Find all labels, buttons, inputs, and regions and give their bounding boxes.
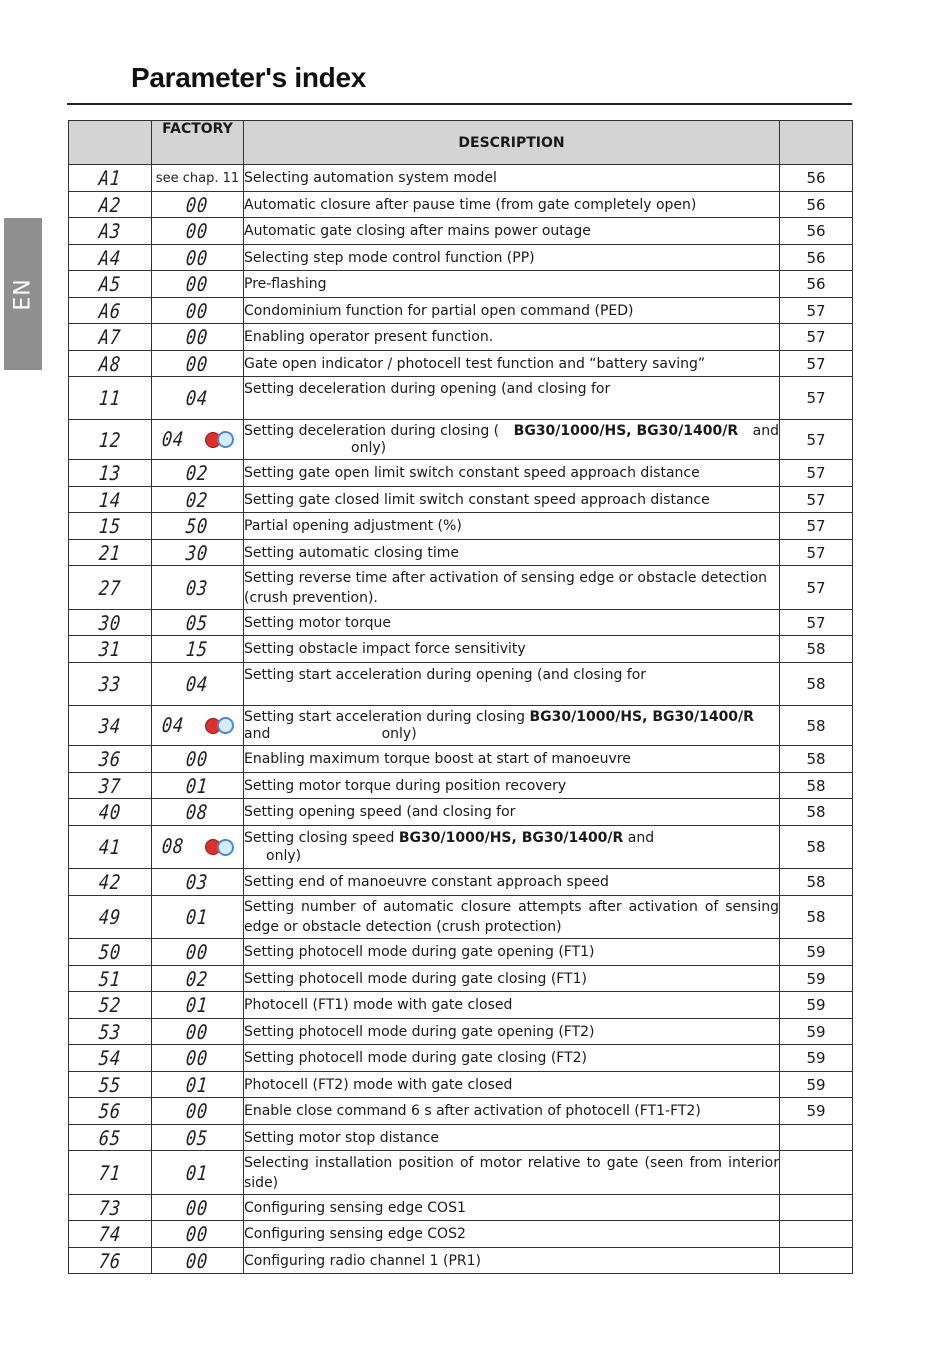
param-code: 33 (97, 672, 123, 696)
param-code: 41 (97, 835, 123, 859)
param-code: 50 (97, 940, 123, 964)
table-row (69, 939, 853, 966)
table-row (69, 663, 853, 706)
page-number: 57 (780, 513, 853, 540)
table-row (69, 1221, 853, 1248)
param-code: 49 (97, 905, 123, 929)
description: Setting gate closed limit switch constant speed approach distance (244, 487, 780, 513)
param-code: 30 (97, 610, 123, 635)
page-number: 58 (780, 706, 853, 746)
table-row (69, 966, 853, 992)
table-row (69, 1019, 853, 1045)
factory-value: 00 (185, 1222, 210, 1246)
page-number: 57 (780, 420, 853, 460)
factory-value: 00 (185, 747, 210, 771)
page-number: 59 (780, 1098, 853, 1125)
param-code: 55 (97, 1072, 123, 1097)
description-part: Setting start acceleration during closing (244, 708, 530, 725)
factory-value: 01 (185, 1160, 210, 1185)
description: Configuring sensing edge COS1 (244, 1195, 780, 1221)
description: Setting start acceleration during opening (and closing for (244, 663, 780, 706)
description: Automatic closure after pause time (from gate completely open) (244, 192, 780, 218)
factory-value: 01 (185, 905, 210, 929)
table-row (69, 487, 853, 513)
factory-value: 04 (160, 712, 186, 737)
param-code: A7 (97, 325, 123, 349)
factory-value: 04 (185, 386, 210, 410)
table-row (69, 869, 853, 896)
factory-value: 00 (185, 298, 210, 323)
page-number: 57 (780, 610, 853, 636)
table-row (69, 298, 853, 324)
page-number: 57 (780, 487, 853, 513)
param-code: 76 (97, 1248, 123, 1273)
page-number: 57 (780, 460, 853, 487)
description: Pre-flashing (244, 271, 780, 298)
description: Setting reverse time after activation of sensing edge or obstacle detection (crush prevention). (244, 566, 780, 610)
description: Partial opening adjustment (%) (244, 513, 780, 540)
table-header-row (69, 121, 853, 165)
table-row (69, 992, 853, 1019)
table-row (69, 1072, 853, 1098)
table-row (69, 540, 853, 566)
table-row (69, 218, 853, 245)
description: Setting motor torque during position recovery (244, 773, 780, 799)
param-code: A2 (97, 192, 123, 217)
factory-value: 03 (185, 870, 210, 894)
description: Configuring sensing edge COS2 (244, 1221, 780, 1248)
table-row (69, 746, 853, 773)
param-code: 14 (97, 487, 123, 512)
description: Enable close command 6 s after activation of photocell (FT1-FT2) (244, 1098, 780, 1125)
page-number: 59 (780, 1019, 853, 1045)
description-part: Setting deceleration during closing ( (244, 422, 500, 439)
page-number: 56 (780, 218, 853, 245)
factory-value: 00 (185, 1195, 210, 1220)
page-number: 57 (780, 324, 853, 351)
description: Gate open indicator / photocell test function and “battery saving” (244, 351, 780, 377)
factory-value: 01 (185, 993, 210, 1017)
table-row (69, 1045, 853, 1072)
page-number: 56 (780, 192, 853, 218)
param-code: 52 (97, 993, 123, 1017)
param-code: 11 (97, 386, 123, 410)
description: Setting photocell mode during gate closing (FT1) (244, 966, 780, 992)
table-row (69, 1151, 853, 1195)
table-row (69, 799, 853, 826)
table-row (69, 460, 853, 487)
factory-value: 03 (185, 575, 210, 600)
table-row (69, 324, 853, 351)
description-part: only) (266, 848, 302, 864)
table-row (69, 773, 853, 799)
table-row (69, 1195, 853, 1221)
model-indicator (205, 426, 234, 450)
param-code: 27 (97, 575, 123, 600)
page-number: 58 (780, 746, 853, 773)
page-number: 59 (780, 966, 853, 992)
blue-model-icon (217, 431, 234, 448)
table-row (69, 1098, 853, 1125)
factory-value: 00 (185, 219, 210, 243)
param-code: 31 (97, 637, 123, 661)
description: Selecting step mode control function (PP) (244, 245, 780, 271)
table-row (69, 245, 853, 271)
table-row (69, 192, 853, 218)
factory-value: 00 (185, 245, 210, 270)
page-number: 56 (780, 245, 853, 271)
table-row (69, 706, 853, 746)
description-part: and (752, 422, 779, 439)
page-number (780, 1195, 853, 1221)
param-code: A5 (97, 272, 123, 296)
page-number: 58 (780, 773, 853, 799)
table-row (69, 351, 853, 377)
description (244, 420, 780, 460)
table-row (69, 420, 853, 460)
page-number: 59 (780, 1072, 853, 1098)
factory-value: 00 (185, 1099, 210, 1123)
factory-value: 05 (185, 1125, 210, 1150)
factory-value: 00 (185, 1019, 210, 1044)
factory-value: 01 (185, 1072, 210, 1097)
param-code: 21 (97, 540, 123, 565)
factory-value: 05 (185, 610, 210, 635)
page-number: 57 (780, 566, 853, 610)
header-param (69, 121, 152, 165)
page-number (780, 1248, 853, 1274)
param-code: 65 (97, 1125, 123, 1150)
factory-value: 00 (185, 351, 210, 376)
description: Setting motor stop distance (244, 1125, 780, 1151)
description: Selecting automation system model (244, 165, 780, 192)
description: Setting automatic closing time (244, 540, 780, 566)
description: Selecting installation position of motor relative to gate (seen from interior side) (244, 1151, 780, 1195)
param-code: 73 (97, 1195, 123, 1220)
page-number: 58 (780, 826, 853, 869)
factory-value: 01 (185, 773, 210, 798)
page-number: 58 (780, 869, 853, 896)
page-number: 57 (780, 377, 853, 420)
param-code: A1 (97, 166, 123, 190)
param-code: 53 (97, 1019, 123, 1044)
param-code: 40 (97, 800, 123, 824)
description: Photocell (FT1) mode with gate closed (244, 992, 780, 1019)
title-divider (67, 103, 852, 105)
model-list: BG30/1000/HS, BG30/1400/R (529, 708, 754, 725)
page-number: 59 (780, 939, 853, 966)
header-description: DESCRIPTION (244, 121, 780, 165)
description: Setting photocell mode during gate opening (FT1) (244, 939, 780, 966)
factory-value: 50 (185, 514, 210, 538)
param-code: A3 (97, 219, 123, 243)
language-tab (4, 218, 42, 370)
param-code: 34 (97, 713, 123, 738)
page-number: 57 (780, 298, 853, 324)
page-number: 57 (780, 351, 853, 377)
factory-value: 00 (185, 272, 210, 296)
param-code: 56 (97, 1099, 123, 1123)
factory-value: 02 (185, 966, 210, 991)
description: Setting obstacle impact force sensitivity (244, 636, 780, 663)
description-part: and only) (244, 725, 417, 742)
table-row (69, 377, 853, 420)
page-number: 58 (780, 896, 853, 939)
factory-value: 00 (185, 940, 210, 964)
factory-value: 02 (185, 461, 210, 485)
description: Automatic gate closing after mains power outage (244, 218, 780, 245)
parameter-table (68, 120, 853, 1274)
page-number: 58 (780, 663, 853, 706)
param-code: 13 (97, 461, 123, 485)
description: Setting opening speed (and closing for (244, 799, 780, 826)
model-indicator (205, 834, 234, 858)
description-part: only) (351, 439, 387, 456)
param-code: 74 (97, 1222, 123, 1246)
table-row (69, 271, 853, 298)
page-number: 56 (780, 271, 853, 298)
factory-value: see chap. 11 (152, 165, 244, 192)
page-number: 59 (780, 992, 853, 1019)
factory-value: 00 (185, 1248, 210, 1273)
blue-model-icon (217, 717, 234, 734)
param-code: 42 (97, 870, 123, 894)
param-code: 51 (97, 966, 123, 991)
param-code: 37 (97, 773, 123, 798)
description: Setting end of manoeuvre constant approach speed (244, 869, 780, 896)
description (244, 826, 780, 869)
description: Configuring radio channel 1 (PR1) (244, 1248, 780, 1274)
param-code: A4 (97, 245, 123, 270)
blue-model-icon (217, 839, 234, 856)
factory-value: 00 (185, 1046, 210, 1070)
param-code: 12 (97, 427, 123, 452)
param-code: A6 (97, 298, 123, 323)
factory-value: 02 (185, 487, 210, 512)
description: Setting number of automatic closure attempts after activation of sensing edge or obstacle detection (crush protection) (244, 896, 780, 939)
description: Photocell (FT2) mode with gate closed (244, 1072, 780, 1098)
description: Enabling maximum torque boost at start of manoeuvre (244, 746, 780, 773)
page-number: 56 (780, 165, 853, 192)
page-title: Parameter's index (131, 62, 367, 93)
description: Setting photocell mode during gate opening (FT2) (244, 1019, 780, 1045)
factory-value: 04 (185, 672, 210, 696)
param-code: 15 (97, 514, 123, 538)
header-factory: FACTORY (152, 121, 244, 165)
header-page (780, 121, 853, 165)
description: Setting photocell mode during gate closing (FT2) (244, 1045, 780, 1072)
table-row (69, 513, 853, 540)
page-number: 58 (780, 636, 853, 663)
page-number (780, 1125, 853, 1151)
param-code: 54 (97, 1046, 123, 1070)
model-list: BG30/1000/HS, BG30/1400/R (513, 422, 739, 439)
factory-value: 04 (160, 426, 186, 451)
page-number: 59 (780, 1045, 853, 1072)
param-code: A8 (97, 351, 123, 376)
model-indicator (205, 712, 234, 736)
param-code: 36 (97, 747, 123, 771)
page-number: 57 (780, 540, 853, 566)
table-row (69, 566, 853, 610)
page-number (780, 1151, 853, 1195)
table-row (69, 1248, 853, 1274)
description (244, 706, 780, 746)
description: Condominium function for partial open command (PED) (244, 298, 780, 324)
factory-value: 00 (185, 192, 210, 217)
factory-value: 30 (185, 540, 210, 565)
table-row (69, 1125, 853, 1151)
factory-value: 08 (160, 834, 186, 859)
factory-value: 08 (185, 800, 210, 824)
table-row (69, 826, 853, 869)
page-number (780, 1221, 853, 1248)
page-number: 58 (780, 799, 853, 826)
description-part: Setting closing speed (244, 830, 399, 846)
table-row (69, 636, 853, 663)
description: Setting deceleration during opening (and closing for (244, 377, 780, 420)
description: Enabling operator present function. (244, 324, 780, 351)
description: Setting gate open limit switch constant speed approach distance (244, 460, 780, 487)
language-tab-label: EN (10, 277, 36, 311)
factory-value: 00 (185, 325, 210, 349)
table-row (69, 610, 853, 636)
table-row (69, 896, 853, 939)
param-code: 71 (97, 1160, 123, 1185)
description: Setting motor torque (244, 610, 780, 636)
factory-value: 15 (185, 637, 210, 661)
model-list: BG30/1000/HS, BG30/1400/R (398, 830, 624, 846)
table-row (69, 165, 853, 192)
description-part: and (623, 830, 655, 846)
